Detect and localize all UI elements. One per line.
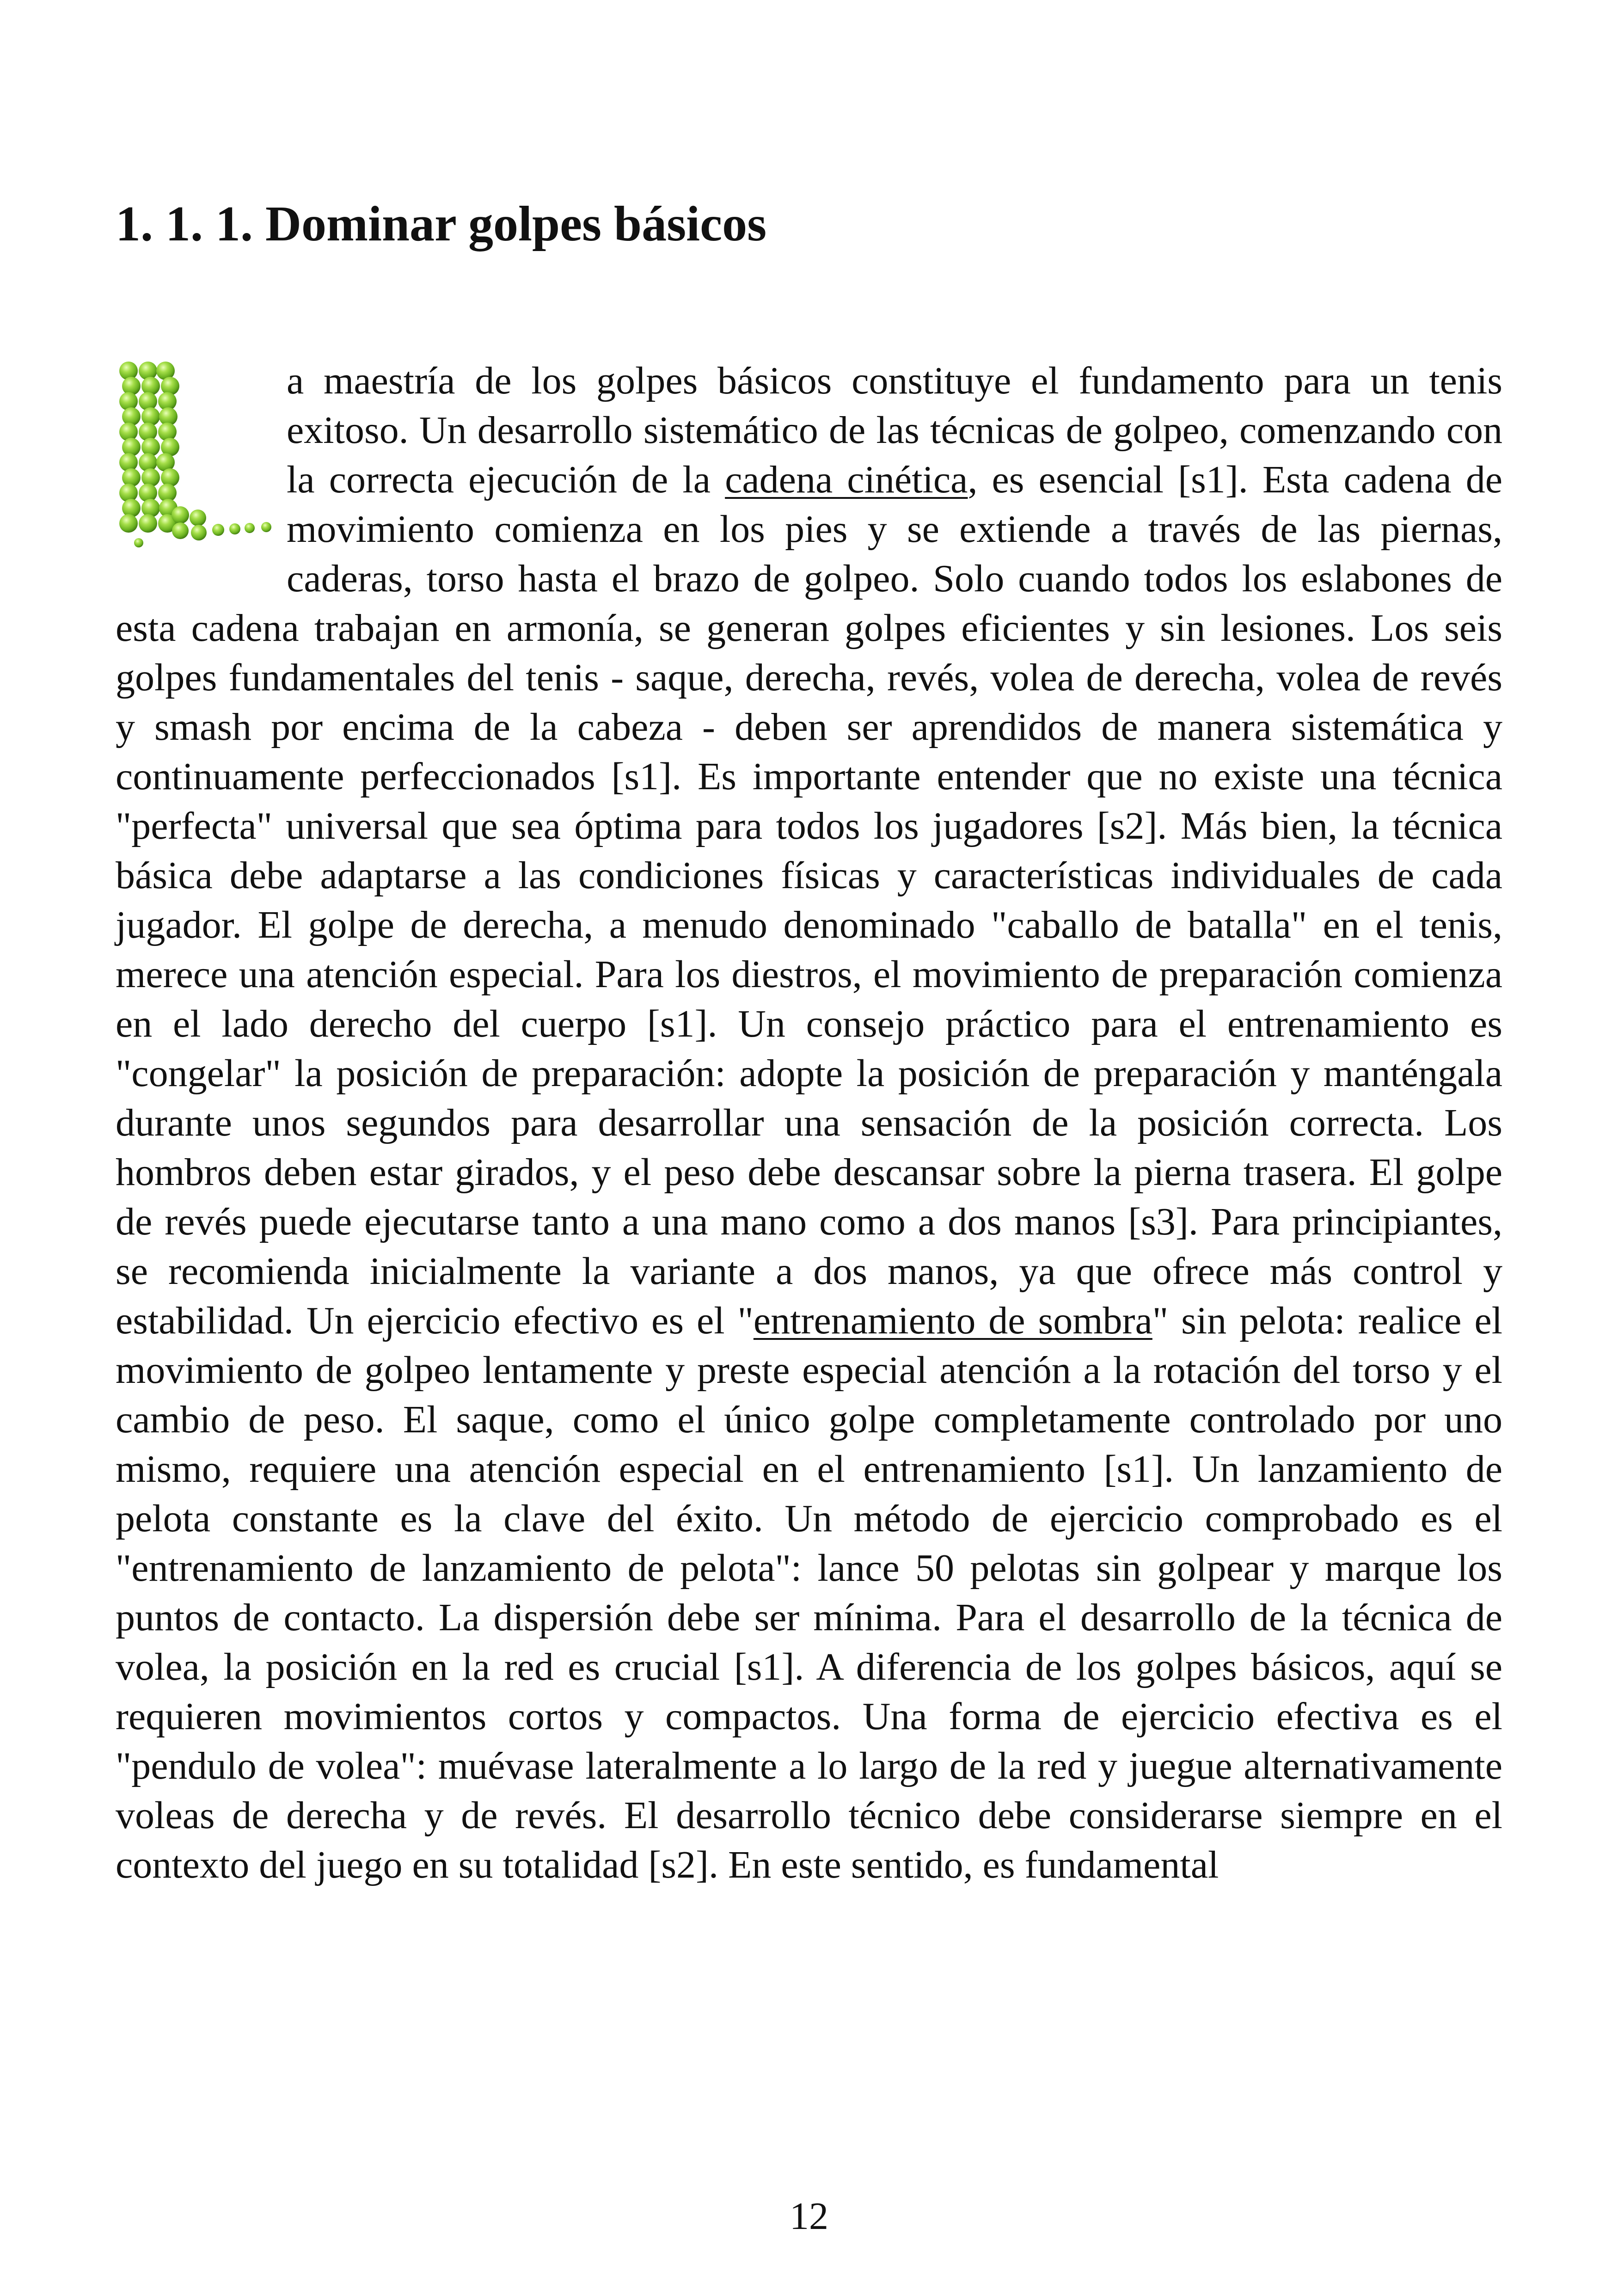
link-entrenamiento-de-sombra[interactable]: entrenamiento de sombra — [753, 1299, 1152, 1342]
tennis-ball-icon — [172, 506, 189, 524]
tennis-ball-icon — [191, 525, 207, 540]
body-text-segment-2: , es esencial [s1]. Esta cadena de movimiento comienza en los pies y se extiende a través de las piernas, caderas, torso hasta el brazo de golpeo. Solo cuando todos los eslabones de esta cadena trabajan en armonía, se generan golpes eficientes y sin lesiones. Los seis golpes fundamentales del tenis - saque, derecha, revés, volea de derecha, volea de revés y smash por encima de la cabeza - deben ser aprendidos de manera sistemática y continuamente perfeccionados [s1]. Es importante entender que no existe una técnica "perfecta" universal que sea óptima para todos los jugadores [s2]. Más bien, la técnica básica debe adaptarse a las condiciones físicas y características individuales de cada jugador. El golpe de derecha, a menudo denominado "caballo de batalla" en el tenis, merece una atención especial. Para los diestros, el movimiento de preparación comienza en el lado derecho del cuerpo [s1]. Un consejo práctico para el entrenamiento es "congelar" la posición de preparación: adopte la posición de preparación y manténgala durante unos segundos para desarrollar una sensación de la posición correcta. Los hombros deben estar girados, y el peso debe descansar sobre la pierna trasera. El golpe de revés puede ejecutarse tanto a una mano como a dos manos [s3]. Para principiantes, se recomienda inicialmente la variante a dos manos, ya que ofrece más control y estabilidad. Un ejercicio efectivo es el " — [116, 458, 1503, 1342]
page-number: 12 — [790, 2195, 828, 2238]
body-paragraph — [116, 356, 1502, 1890]
tennis-ball-icon — [261, 522, 271, 532]
tennis-ball-icon — [134, 538, 143, 547]
tennis-ball-icon — [190, 510, 206, 526]
tennis-ball-letter-icon — [111, 359, 277, 557]
body-text-segment-3: " sin pelota: realice el movimiento de golpeo lentamente y preste especial atención a la rotación del torso y el cambio de peso. El saque, como el único golpe completamente controlado por uno mismo, requiere una atención especial en el entrenamiento [s1]. Un lanzamiento de pelota constante es la clave del éxito. Un método de ejercicio comprobado es el "entrenamiento de lanzamiento de pelota": lance 50 pelotas sin golpear y marque los puntos de contacto. La dispersión debe ser mínima. Para el desarrollo de la técnica de volea, la posición en la red es crucial [s1]. A diferencia de los golpes básicos, aquí se requieren movimientos cortos y compactos. Una forma de ejercicio efectiva es el "pendulo de volea": muévase lateralmente a lo largo de la red y juegue alternativamente voleas de derecha y de revés. El desarrollo técnico debe considerarse siempre en el contexto del juego en su totalidad [s2]. En este sentido, es fundamental — [116, 1299, 1502, 1886]
tennis-ball-icon — [139, 514, 157, 533]
tennis-ball-icon — [172, 522, 189, 539]
dropcap-l-tennis-balls — [111, 359, 277, 557]
tennis-ball-icon — [212, 524, 224, 536]
section-heading: 1. 1. 1. Dominar golpes básicos — [116, 196, 767, 252]
tennis-ball-icon — [119, 514, 138, 533]
tennis-ball-icon — [229, 523, 240, 534]
link-cadena-cinetica[interactable]: cadena cinética — [725, 458, 968, 501]
body-text-segment-1: a maestría de los golpes básicos constituye el fundamento para un tenis exitoso. Un desarrollo sistemático de las técnicas de golpeo, comenzando con la correcta ejecución de la — [287, 359, 1502, 501]
tennis-ball-icon — [245, 523, 255, 533]
